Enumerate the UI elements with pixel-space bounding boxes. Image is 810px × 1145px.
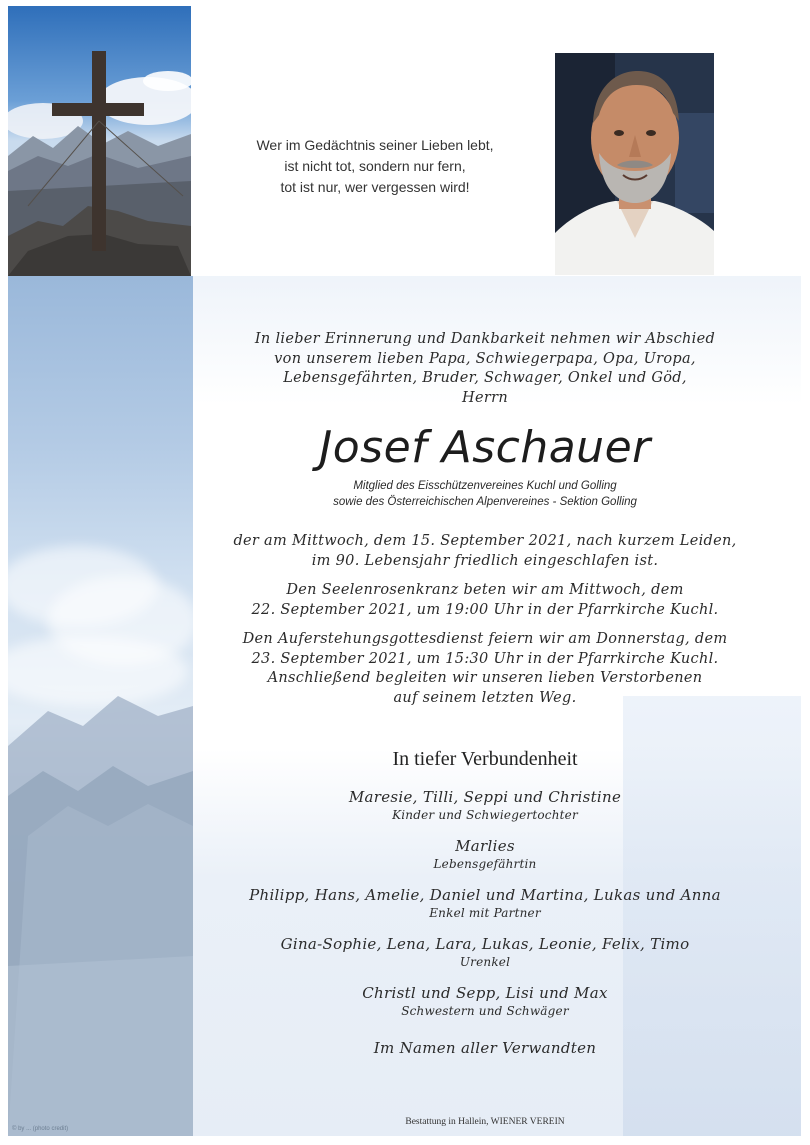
mourner-group	[200, 984, 770, 1019]
mourner-role: Kinder und Schwiegertochter	[392, 808, 578, 822]
death-line: im 90. Lebensjahr friedlich eingeschlafen ist.	[311, 552, 659, 569]
membership-line: Mitglied des Eisschützenvereines Kuchl und Golling	[353, 480, 617, 492]
intro-paragraph	[200, 330, 770, 408]
mountain-ridge-illustration	[8, 686, 193, 1136]
mourners-list	[200, 788, 770, 1019]
mourner-names: Philipp, Hans, Amelie, Daniel und Martina, Lukas und Anna	[249, 886, 721, 904]
mourner-group	[200, 788, 770, 823]
mourner-group	[200, 935, 770, 970]
intro-line: von unserem lieben Papa, Schwiegerpapa, Opa, Uropa,	[274, 350, 696, 367]
memorial-quote	[200, 135, 550, 198]
summit-cross-illustration	[8, 6, 191, 276]
mourner-names: Maresie, Tilli, Seppi und Christine	[348, 788, 622, 806]
obituary-content	[200, 330, 770, 1058]
signoff: Im Namen aller Verwandten	[373, 1039, 597, 1057]
funeral-service	[200, 630, 770, 708]
deceased-name: Josef Aschauer	[319, 422, 651, 473]
mourner-names: Christl und Sepp, Lisi und Max	[362, 984, 608, 1002]
rosary-line: 22. September 2021, um 19:00 Uhr in der Pfarrkirche Kuchl.	[251, 601, 719, 618]
rosary-line: Den Seelenrosenkranz beten wir am Mittwoch, dem	[286, 582, 684, 598]
mourner-role: Enkel mit Partner	[429, 906, 541, 920]
funeral-line: Den Auferstehungsgottesdienst feiern wir am Donnerstag, dem	[242, 631, 728, 647]
intro-line: Herrn	[462, 389, 508, 406]
funeral-line: auf seinem letzten Weg.	[393, 689, 577, 706]
mourner-role: Urenkel	[459, 955, 511, 969]
closing-phrase: In tiefer Verbundenheit	[392, 748, 578, 770]
mourner-names: Gina-Sophie, Lena, Lara, Lukas, Leonie, Felix, Timo	[280, 935, 690, 953]
photo-credit: © by ... (photo credit)	[12, 1126, 69, 1132]
quote-line: ist nicht tot, sondern nur fern,	[284, 158, 466, 174]
mourner-role: Schwestern und Schwäger	[401, 1004, 569, 1018]
portrait-illustration	[555, 53, 714, 275]
rosary-service	[200, 581, 770, 620]
death-line: der am Mittwoch, dem 15. September 2021, nach kurzem Leiden,	[233, 533, 737, 549]
portrait-photo	[555, 53, 714, 275]
funeral-home-footer: Bestattung in Hallein, WIENER VEREIN	[405, 1117, 565, 1127]
mourner-group	[200, 837, 770, 872]
decorative-sky-strip	[8, 276, 193, 1136]
mourner-group	[200, 886, 770, 921]
funeral-line: 23. September 2021, um 15:30 Uhr in der Pfarrkirche Kuchl.	[251, 650, 719, 667]
quote-line: tot ist nur, wer vergessen wird!	[280, 179, 470, 195]
mourner-role: Lebensgefährtin	[433, 857, 537, 871]
quote-line: Wer im Gedächtnis seiner Lieben lebt,	[256, 137, 494, 153]
death-announcement	[200, 532, 770, 571]
membership-text	[200, 478, 770, 510]
membership-line: sowie des Österreichischen Alpenvereines - Sektion Golling	[333, 496, 637, 508]
intro-line: In lieber Erinnerung und Dankbarkeit nehmen wir Abschied	[254, 331, 716, 347]
mourner-names: Marlies	[455, 837, 515, 855]
intro-line: Lebensgefährten, Bruder, Schwager, Onkel und Göd,	[283, 370, 687, 386]
summit-cross-photo	[8, 6, 191, 276]
funeral-line: Anschließend begleiten wir unseren lieben Verstorbenen	[267, 670, 703, 686]
